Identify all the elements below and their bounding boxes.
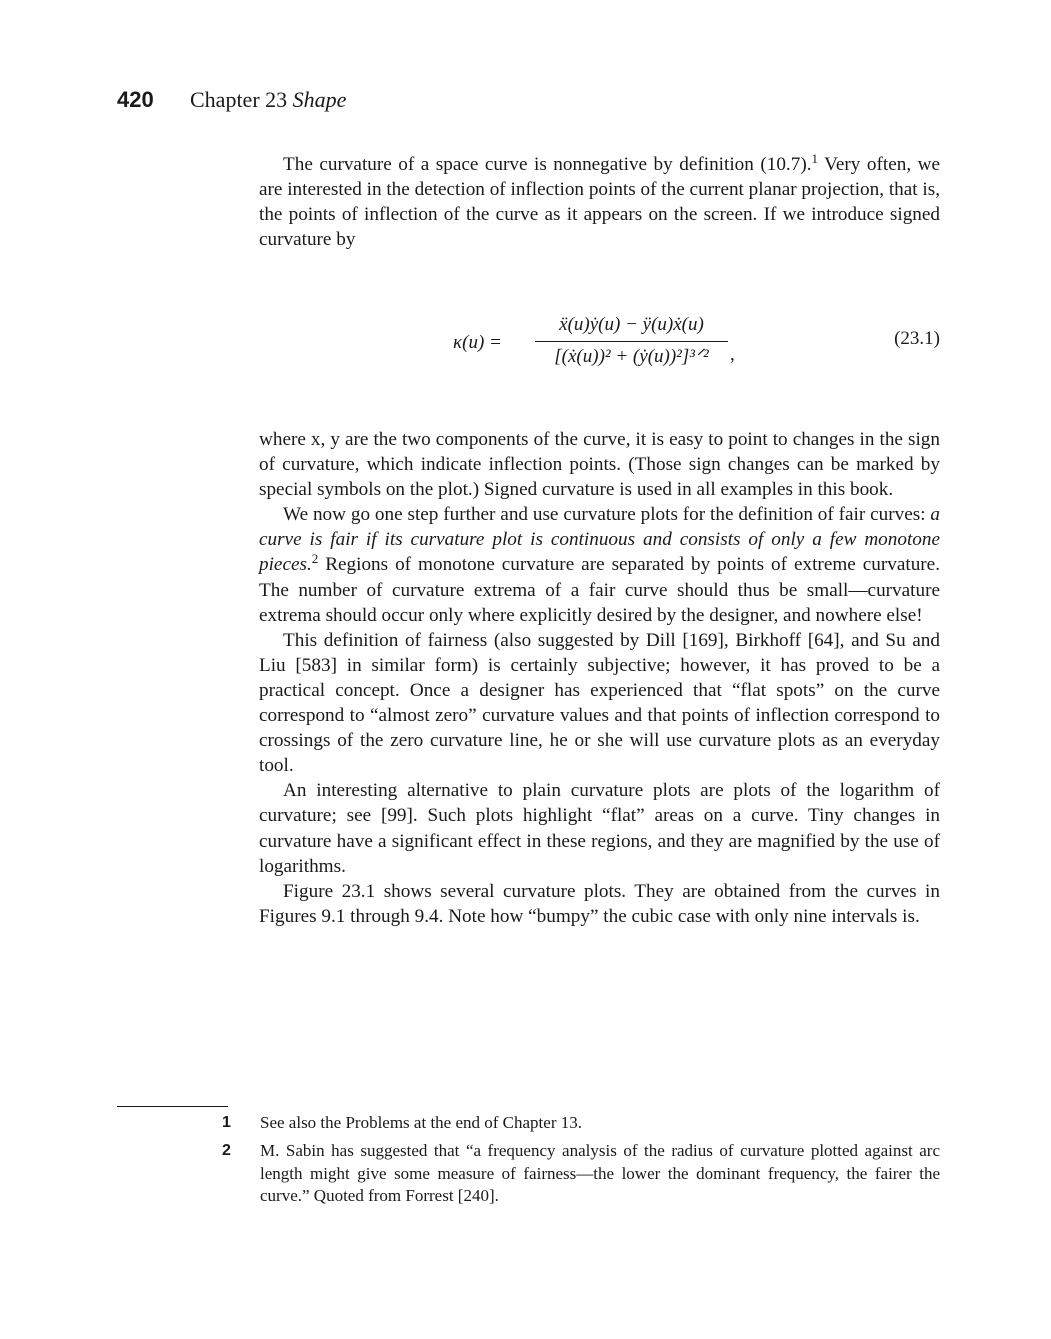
paragraph-1 bbox=[259, 152, 940, 252]
footnote-1 bbox=[220, 1112, 940, 1134]
footnote-ref-2[interactable]: 2 bbox=[311, 551, 319, 567]
paragraph-4: This definition of fairness (also suggested by Dill [169], Birkhoff [64], and Su and Liu [583] in similar form) is certainly subjective; however, it has proved to be a practical concept. Once a designer has experienced that “flat spots” on the curve correspond to “almost zero” curvature values and that points of inflection correspond to crossings of the zero curvature line, he or she will use curvature plots as an everyday tool. bbox=[259, 629, 940, 777]
paragraph-5: An interesting alternative to plain curvature plots are plots of the logarithm of curvature; see [99]. Such plots highlight “flat” areas on a curve. Tiny changes in curvature have a significant effect in these regions, and they are magnified by the use of logarithms. bbox=[259, 780, 940, 877]
equation-fraction bbox=[535, 314, 728, 368]
footnote-2-mark: 2 bbox=[222, 1142, 231, 1160]
equation-denominator: [(ẋ(u))² + (ẏ(u))²]³ᐟ² bbox=[554, 346, 709, 367]
equation-number: (23.1) bbox=[894, 328, 940, 349]
footnote-1-text: See also the Problems at the end of Chapter 13. bbox=[260, 1113, 582, 1132]
running-header bbox=[190, 87, 346, 113]
paragraph-1-text: The curvature of a space curve is nonnegative by definition (10.7). bbox=[283, 154, 812, 175]
equation-23-1 bbox=[259, 314, 940, 376]
footnote-1-mark: 1 bbox=[222, 1114, 231, 1131]
footnote-ref-1[interactable]: 1 bbox=[811, 151, 819, 166]
body-text-top bbox=[259, 152, 940, 252]
body-text-main bbox=[259, 427, 940, 929]
paragraph-3-text-before: We now go one step further and use curvature plots for the definition of fair curves: bbox=[283, 504, 931, 526]
equation-comma: , bbox=[730, 344, 735, 365]
paragraph-1-text-after: Very often, we are interested in the detection of inflection points of the current planar projection, that is, the points of inflection of the curve as it appears on the screen. If we introduce signed curvature by bbox=[259, 154, 940, 251]
fairness-definition: a curve is fair if its curvature plot is continuous and consists of only a few monotone pieces. bbox=[259, 504, 940, 576]
footnote-rule bbox=[117, 1106, 228, 1107]
equation-numerator: ẍ(u)ẏ(u) − ÿ(u)ẋ(u) bbox=[535, 314, 728, 342]
footnotes bbox=[220, 1112, 940, 1214]
paragraph-3-text-after: Regions of monotone curvature are separated by points of extreme curvature. The number of curvature extrema of a fair curve should thus be small—curvature extrema should occur only where explicitly desired by the designer, and nowhere else! bbox=[259, 554, 940, 626]
chapter-label: Chapter 23 bbox=[190, 87, 288, 112]
equation-lhs: κ(u) = bbox=[453, 332, 502, 353]
chapter-title: Shape bbox=[292, 87, 347, 112]
footnote-2 bbox=[220, 1140, 940, 1207]
footnote-2-text: M. Sabin has suggested that “a frequency analysis of the radius of curvature plotted against arc length might give some measure of fairness—the lower the dominant frequency, the fairer the curve.” Quoted from Forrest [240]. bbox=[260, 1141, 940, 1206]
paragraph-2: where x, y are the two components of the curve, it is easy to point to changes in the sign of curvature, which indicate inflection points. (Those sign changes can be marked by special symbols on the plot.) Signed curvature is used in all examples in this book. bbox=[259, 429, 940, 501]
page-number: 420 bbox=[117, 87, 154, 112]
paragraph-3 bbox=[259, 502, 940, 627]
paragraph-6: Figure 23.1 shows several curvature plots. They are obtained from the curves in Figures 9.1 through 9.4. Note how “bumpy” the cubic case with only nine intervals is. bbox=[259, 880, 940, 927]
